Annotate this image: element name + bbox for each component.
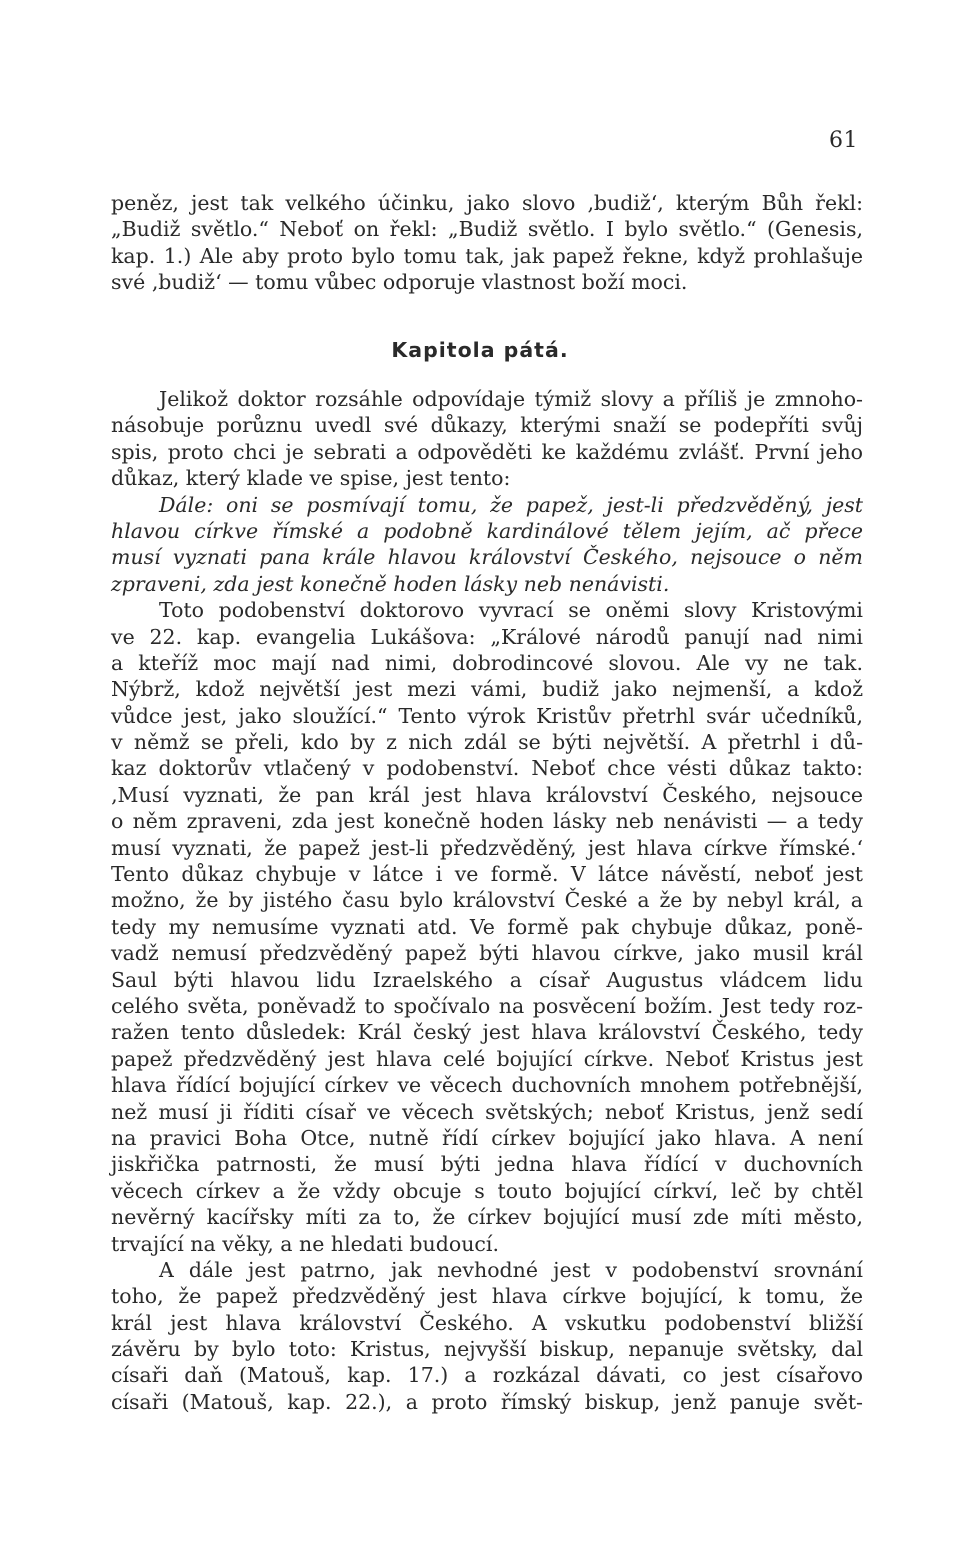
text-line: peněz, jest tak velkého účinku, jako slovo ‚budiž‘, kterým Bůh řekl: xyxy=(111,191,863,215)
text-line: ‚Musí vyznati, že pan král jest hlava království Českého, nejsouce xyxy=(111,782,863,807)
text-line: toho, že papež předzvěděný jest hlava církve bojující, k tomu, že xyxy=(111,1284,863,1309)
text-line: jiskřička patrnosti, že musí býti jedna hlava řídící v duchovních xyxy=(111,1152,863,1177)
text-line: nevěrný kacířsky míti za to, že církev bojující musí zde míti město, xyxy=(111,1205,863,1230)
text-line: vůdce jest, jako sloužící.“ Tento výrok Kristův přetrhl svár učedníků, xyxy=(111,703,863,728)
text-line: své ‚budiž‘ — tomu vůbec odporuje vlastnost boží moci. xyxy=(111,270,688,295)
text-line: vadž nemusí předzvěděný papež býti hlavou církve, jako musil král xyxy=(111,941,863,966)
quoted-text-line: Dále: oni se posmívají tomu, že papež, jest-li předzvěděný, jest xyxy=(159,492,863,517)
text-line: věcech církev a že vždy obcuje s touto bojující církví, leč by chtěl xyxy=(111,1178,863,1203)
text-line: král jest hlava království Českého. A vskutku podobenství bližší xyxy=(111,1310,863,1335)
text-line: Tento důkaz chybuje v látce i ve formě. V látce návěstí, neboť jest xyxy=(111,862,863,887)
text-line: na pravici Boha Otce, nutně řídí církev bojující jako hlava. A není xyxy=(111,1125,863,1150)
text-line: císaři daň (Matouš, kap. 17.) a rozkázal dávati, co jest císařovo xyxy=(111,1363,863,1388)
text-line: o něm zpraveni, zda jest konečně hoden lásky neb nenávisti — a tedy xyxy=(111,809,863,834)
text-line: spis, proto chci je sebrati a odpověděti ke každému zvlášť. První jeho xyxy=(111,439,863,464)
text-line: možno, že by jistého času bylo království České a že by nebyl král, a xyxy=(111,888,863,913)
text-line: musí vyznati, že papež jest-li předzvěděný, jest hlava církve římské.‘ xyxy=(111,835,863,860)
text-line: celého světa, poněvadž to spočívalo na posvěcení božím. Jest tedy roz- xyxy=(111,993,863,1018)
text-line: Nýbrž, kdož největší jest mezi vámi, budiž jako nejmenší, a kdož xyxy=(111,677,863,702)
quoted-text-line: zpraveni, zda jest konečně hoden lásky neb nenávisti. xyxy=(111,571,670,596)
text-line: ražen tento důsledek: Král český jest hlava království Českého, tedy xyxy=(111,1020,863,1045)
quoted-text-line: musí vyznati pana krále hlavou království Českého, nejsouce o něm xyxy=(111,545,863,570)
text-line: než musí ji říditi císař ve věcech světských; neboť Kristus, jenž sedí xyxy=(111,1099,863,1124)
text-line: kaz doktorův vtlačený v podobenství. Neboť chce vésti důkaz takto: xyxy=(111,756,863,781)
text-line: Saul býti hlavou lidu Izraelského a císař Augustus vládcem lidu xyxy=(111,967,863,992)
chapter-body xyxy=(111,386,863,1415)
paragraph-continued xyxy=(111,190,863,296)
text-line: „Budiž světlo.“ Neboť on řekl: „Budiž světlo. I bylo světlo.“ (Genesis, xyxy=(111,217,863,242)
text-line: Toto podobenství doktorovo vyvrací se oněmi slovy Kristovými xyxy=(159,598,863,623)
text-line: a kteříž moc mají nad nimi, dobrodincové slovou. Ale vy ne tak. xyxy=(111,650,863,675)
quoted-text-line: hlavou církve římské a podobně kardinálové tělem jejím, ač přece xyxy=(111,518,863,543)
text-line: Jelikož doktor rozsáhle odpovídaje týmiž slovy a příliš je zmnoho- xyxy=(159,387,863,411)
text-line: trvající na věky, a ne hledati budoucí. xyxy=(111,1231,499,1256)
page-number: 61 xyxy=(829,128,858,153)
text-line: A dále jest patrno, jak nevhodné jest v podobenství srovnání xyxy=(159,1257,863,1282)
text-line: císaři (Matouš, kap. 22.), a proto římský biskup, jenž panuje svět- xyxy=(111,1389,863,1414)
text-line: tedy my nemusíme vyznati atd. Ve formě pak chybuje důkaz, poně- xyxy=(111,914,863,939)
text-line: hlava řídící bojující církev ve věcech duchovních mnohem potřebnější, xyxy=(111,1073,863,1098)
text-line: důkaz, který klade ve spise, jest tento: xyxy=(111,466,511,491)
text-line: papež předzvěděný jest hlava celé bojující církve. Neboť Kristus jest xyxy=(111,1046,863,1071)
text-line: násobuje porůznu uvedl své důkazy, kterými snaží se podepříti svůj xyxy=(111,413,863,438)
text-line: v němž se přeli, kdo by z nich zdál se býti největší. A přetrhl i dů- xyxy=(111,730,863,755)
chapter-heading: Kapitola pátá. xyxy=(391,338,569,362)
text-line: kap. 1.) Ale aby proto bylo tomu tak, jak papež řekne, když prohlašuje xyxy=(111,243,863,268)
text-line: ve 22. kap. evangelia Lukášova: „Králové národů panují nad nimi xyxy=(111,624,863,649)
text-line: závěru by bylo toto: Kristus, nejvyšší biskup, nepanuje světsky, dal xyxy=(111,1337,863,1362)
